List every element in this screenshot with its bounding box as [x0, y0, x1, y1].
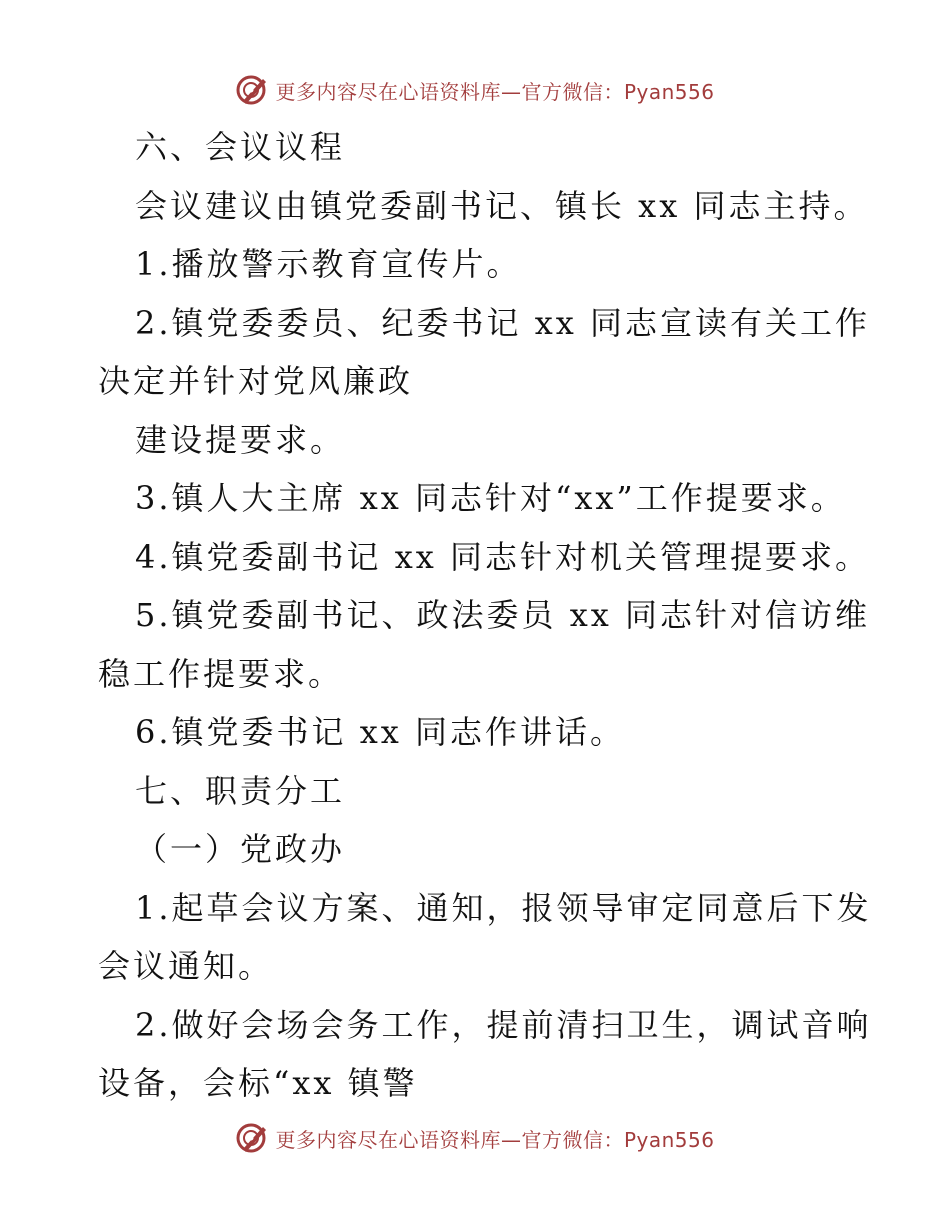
list-item: 5.镇党委副书记、政法委员 xx 同志针对信访维: [135, 596, 870, 634]
seal-pen-icon: [235, 1121, 269, 1155]
list-item-continuation: 设备，会标“xx 镇警: [98, 1064, 418, 1102]
watermark-text: 更多内容尽在心语资料库—官方微信：Pyan556: [275, 79, 715, 104]
list-item: 6.镇党委书记 xx 同志作讲话。: [135, 713, 625, 751]
footer-watermark: [0, 1118, 950, 1158]
document-body: [98, 118, 872, 1113]
list-item-continuation: 会议通知。: [98, 947, 274, 985]
list-item-continuation: 建设提要求。: [135, 420, 346, 459]
section-heading: 六、会议议程: [135, 128, 346, 166]
list-item: 1.起草会议方案、通知，报领导审定同意后下发: [135, 888, 872, 927]
list-item-continuation: 稳工作提要求。: [98, 654, 344, 693]
list-item: 2.镇党委委员、纪委书记 xx 同志宣读有关工作: [135, 303, 870, 342]
list-item: 3.镇人大主席 xx 同志针对“xx”工作提要求。: [135, 479, 846, 517]
watermark-text: 更多内容尽在心语资料库—官方微信：Pyan556: [275, 1127, 715, 1152]
section-heading: 七、职责分工: [135, 771, 346, 810]
subsection-heading: （一）党政办: [135, 830, 346, 868]
header-watermark: [0, 70, 950, 110]
seal-pen-icon: [235, 73, 269, 107]
list-item: 2.做好会场会务工作，提前清扫卫生，调试音响: [135, 1005, 872, 1044]
paragraph-line: 会议建议由镇党委副书记、镇长 xx 同志主持。: [135, 186, 869, 225]
list-item-continuation: 决定并针对党风廉政: [98, 362, 414, 400]
list-item: 4.镇党委副书记 xx 同志针对机关管理提要求。: [135, 537, 870, 576]
list-item: 1.播放警示教育宣传片。: [135, 245, 522, 283]
